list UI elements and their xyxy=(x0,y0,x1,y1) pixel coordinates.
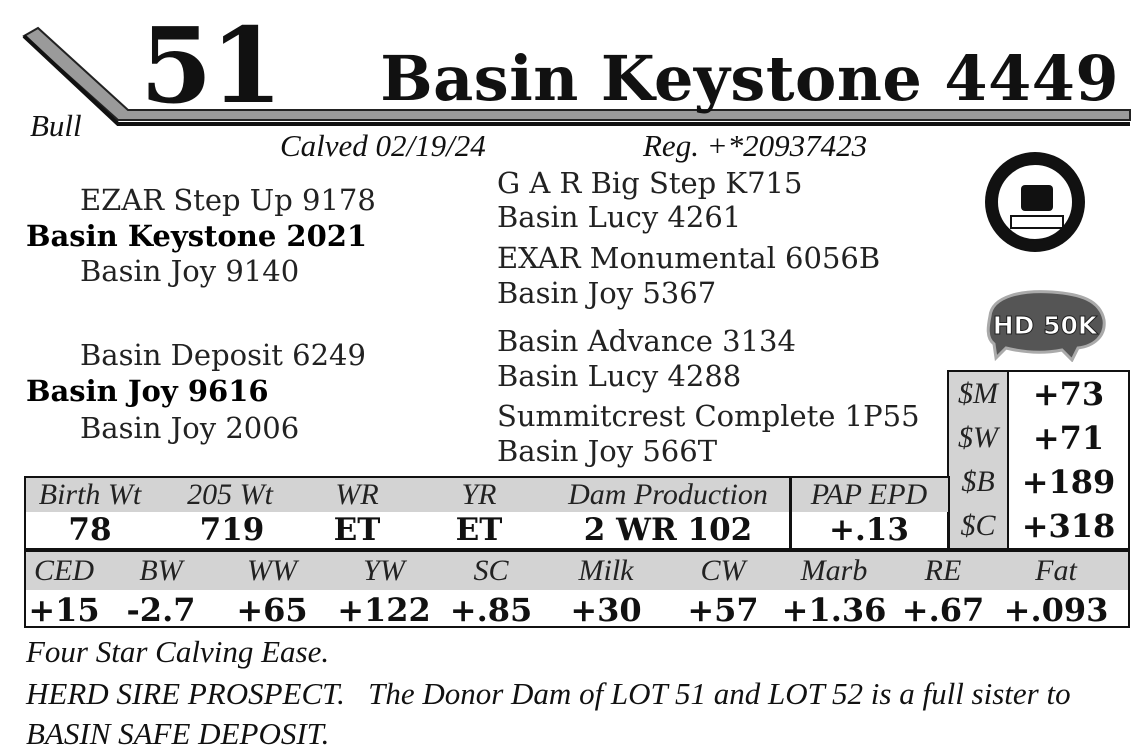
re-value: +.67 xyxy=(901,591,985,629)
calved-date: Calved 02/19/24 xyxy=(280,128,486,163)
registration-number: Reg. +*20937423 xyxy=(643,128,868,163)
sc-label: SC xyxy=(473,554,509,587)
performance-box xyxy=(24,476,950,550)
cw-value: +57 xyxy=(687,591,759,629)
wr-value: ET xyxy=(333,512,381,548)
dollar-index-label: $B xyxy=(949,460,1008,504)
wt205-value: 719 xyxy=(199,512,265,548)
dollar-index-row xyxy=(949,416,1128,460)
bw-label: BW xyxy=(139,554,183,587)
pedigree-g4: Basin Joy 5367 xyxy=(497,276,717,310)
epd-box xyxy=(24,550,1130,628)
marb-value: +1.36 xyxy=(781,591,887,629)
sc-value: +.85 xyxy=(449,591,533,629)
dam-production-label: Dam Production xyxy=(568,478,768,511)
wt205-label: 205 Wt xyxy=(187,478,273,511)
dollar-index-value: +71 xyxy=(1032,419,1105,457)
pedigree-sire: Basin Keystone 2021 xyxy=(26,219,368,253)
milk-label: Milk xyxy=(578,554,634,587)
yw-value: +122 xyxy=(337,591,431,629)
note-line-1: Four Star Calving Ease. xyxy=(26,634,330,669)
pedigree-g2: Basin Lucy 4261 xyxy=(497,200,742,234)
yr-value: ET xyxy=(455,512,503,548)
animal-name: Basin Keystone 4449 xyxy=(380,42,1119,115)
dollar-index-row xyxy=(949,460,1128,504)
dollar-index-value: +189 xyxy=(1021,463,1116,501)
pedigree-g8: Basin Joy 566T xyxy=(497,434,718,468)
ww-label: WW xyxy=(247,554,297,587)
hd50k-label: HD 50K xyxy=(992,311,1098,340)
marb-label: Marb xyxy=(800,554,868,587)
hd50k-badge xyxy=(982,286,1108,362)
pedigree-sire-dam: Basin Joy 9140 xyxy=(80,254,300,288)
bw-value: -2.7 xyxy=(126,591,196,629)
pedigree-dam-dam: Basin Joy 2006 xyxy=(80,411,300,445)
dollar-index-row xyxy=(949,504,1128,548)
dollar-index-label: $W xyxy=(949,416,1008,460)
note-line-3: BASIN SAFE DEPOSIT. xyxy=(26,716,330,751)
wr-label: WR xyxy=(335,478,379,511)
pedigree-g5: Basin Advance 3134 xyxy=(497,324,796,358)
pedigree-sire-sire: EZAR Step Up 9178 xyxy=(80,183,376,217)
re-label: RE xyxy=(924,554,962,587)
certified-angus-beef-logo-icon xyxy=(985,152,1085,252)
fat-value: +.093 xyxy=(1003,591,1109,629)
cw-label: CW xyxy=(700,554,746,587)
pap-epd-label: PAP EPD xyxy=(810,478,928,511)
dollar-index-label: $C xyxy=(949,504,1008,548)
birth-wt-value: 78 xyxy=(68,512,112,548)
birth-wt-label: Birth Wt xyxy=(38,478,142,511)
pedigree-g6: Basin Lucy 4288 xyxy=(497,359,742,393)
pedigree-dam-sire: Basin Deposit 6249 xyxy=(80,338,366,372)
pedigree-dam: Basin Joy 9616 xyxy=(26,374,269,408)
yr-label: YR xyxy=(461,478,497,511)
fat-label: Fat xyxy=(1035,554,1077,587)
lot-number: 51 xyxy=(140,4,281,127)
milk-value: +30 xyxy=(570,591,642,629)
yw-label: YW xyxy=(363,554,405,587)
dam-production-value: 2 WR 102 xyxy=(583,512,753,548)
dollar-index-label: $M xyxy=(949,372,1008,416)
note-line-2: HERD SIRE PROSPECT. The Donor Dam of LOT 51 and LOT 52 is a full sister to xyxy=(26,676,1071,711)
pedigree-g1: G A R Big Step K715 xyxy=(497,166,803,200)
sex-label: Bull xyxy=(30,108,82,143)
ced-label: CED xyxy=(34,554,94,587)
ww-value: +65 xyxy=(236,591,308,629)
dollar-index-value: +73 xyxy=(1032,375,1105,413)
pedigree-g3: EXAR Monumental 6056B xyxy=(497,241,881,275)
dollar-index-value: +318 xyxy=(1021,507,1116,545)
pedigree-g7: Summitcrest Complete 1P55 xyxy=(497,399,920,433)
dollar-index-box xyxy=(947,370,1130,550)
pap-epd-value: +.13 xyxy=(829,512,909,548)
ced-value: +15 xyxy=(28,591,100,629)
dollar-index-row xyxy=(949,372,1128,416)
